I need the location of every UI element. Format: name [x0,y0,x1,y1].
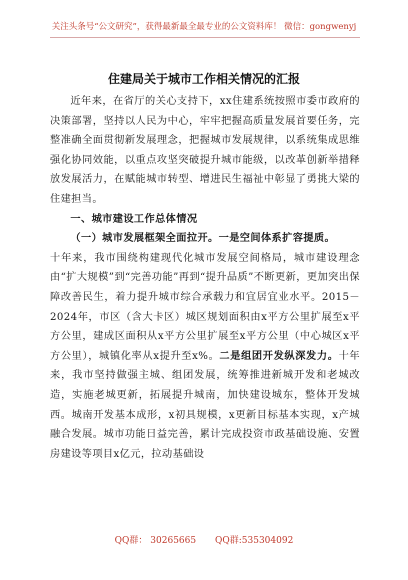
inline-bold-heading: 二是组团开发纵深发力。 [219,349,339,362]
footer-qq-group-1: QQ群： 30265665 [114,536,197,546]
body-paragraph [50,249,360,465]
intro-paragraph: 近年来，在省厅的关心支持下，xx住建系统按照市委市政府的决策部署，坚持以人民为中心，牢牢把握高质量发展首要任务，完整准确全面贯彻新发展理念，把握城市发展规律，以系统集成思维强化协同效能，以重点攻坚突破提升城市能级，以改革创新举措释放发展活力，在赋能城市转型、增进民生福祉中彰显了勇挑大梁的住建担当。 [50,96,360,205]
document-title: 住建局关于城市工作相关情况的汇报 [107,72,300,86]
header-promo-note: 关注头条号“公文研究”，获得最新最全最专业的公文资料库！ 微信：gongwenyj [51,22,357,32]
paragraph-text-continued: 十年来，我市坚持做强主城、组团发展，统筹推进新城开发和老城改造，实施老城更新，拓展提升城南，加快建设城东，整体开发城西。城南开发基本成形，x初具规模，x更新目标基本实现，x产城融合发展。城市功能日益完善，累计完成投资市政基础设施、安置房建设等项目x亿元，拉动基础设 [50,350,360,460]
paragraph-text: 十年来，我市围绕构建现代化城市发展空间格局，城市建设理念由“扩大规模”到“完善功能”再到“提升品质”不断更新，更加突出保障改善民生，着力提升城市综合承载力和宜居宜业水平。2015－2024年，市区（含大卡区）城区规划面积由x平方公里扩展至x平方公里，建成区面积从x平方公里扩展至x平方公里（中心城区x平方公里），城镇化率从x提升至x%。 [50,252,360,362]
subsection-heading: （一）城市发展框架全面拉开。一是空间体系扩容提质。 [70,232,336,245]
document-body [50,92,360,464]
header-divider [50,37,360,38]
footer-contact [0,533,408,546]
footer-qq-group-2: QQ群:535304092 [214,536,294,546]
section-heading: 一、城市建设工作总体情况 [70,212,198,225]
